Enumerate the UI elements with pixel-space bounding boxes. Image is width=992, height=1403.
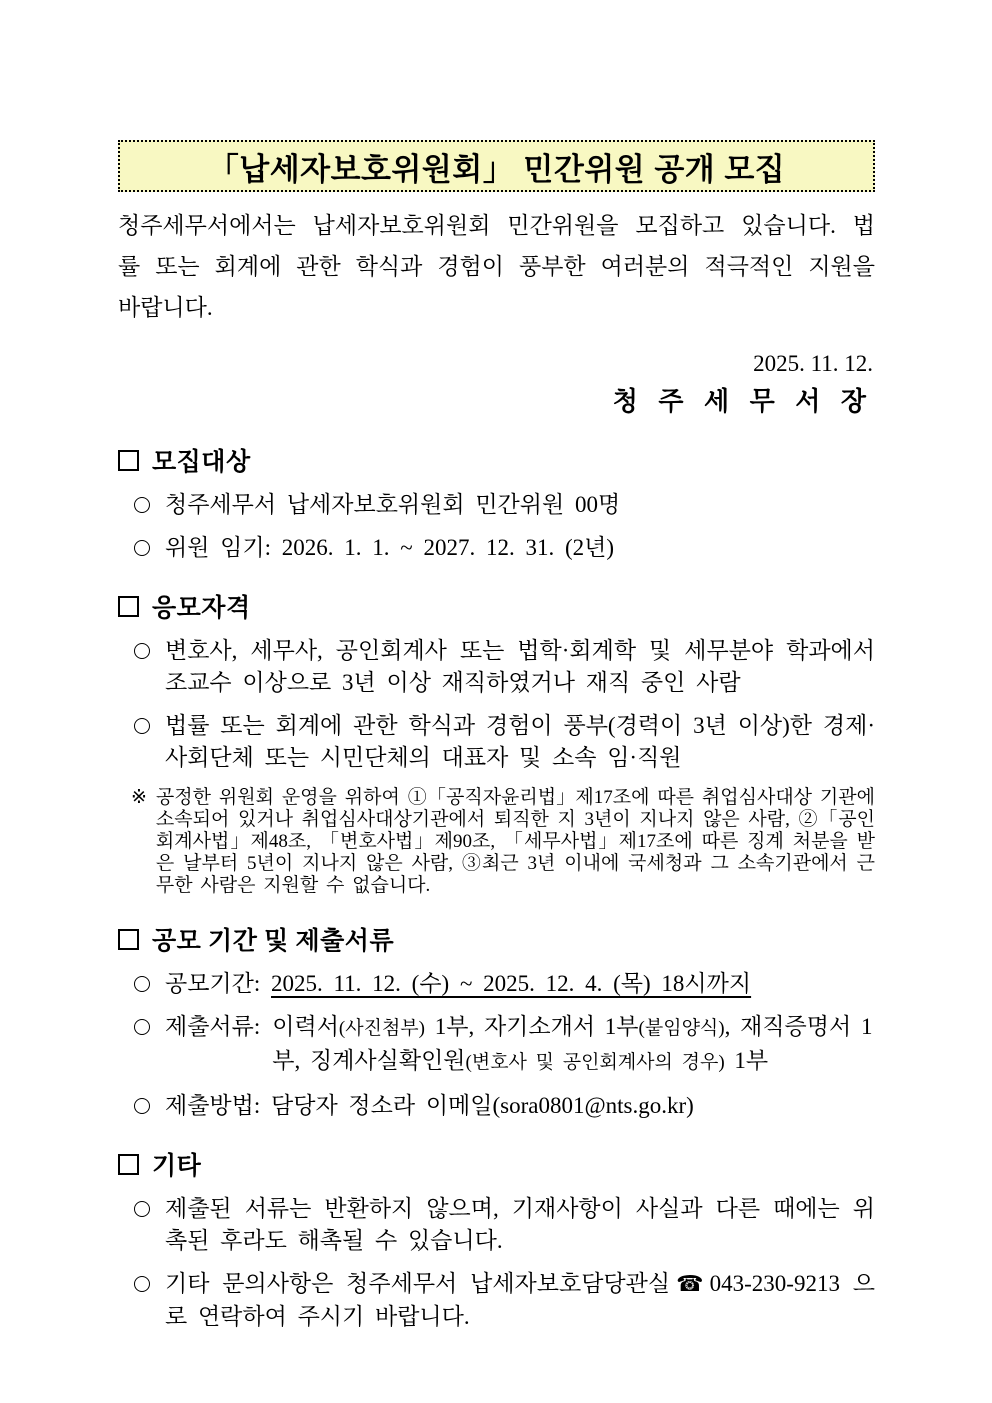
bullet-item-docs — [118, 1011, 875, 1079]
docs-text: , 재직증명서 1부, 징계사실확인원 — [272, 1014, 873, 1073]
section-heading-target — [118, 442, 875, 478]
phone-icon: ☎ — [674, 1272, 706, 1297]
bullet-circle-icon — [134, 1098, 150, 1114]
bullet-circle-icon — [134, 718, 150, 734]
signer-line: 청 주 세 무 서 장 — [612, 387, 873, 416]
method-label: 제출방법: — [165, 1093, 261, 1118]
reference-mark-icon: ※ — [131, 787, 147, 808]
section-target — [118, 442, 875, 564]
section-eligibility — [118, 588, 875, 897]
bullet-circle-icon — [134, 976, 150, 992]
checkbox-icon — [118, 929, 139, 950]
section-heading-label: 공모 기간 및 제출서류 — [152, 928, 395, 955]
section-apply — [118, 921, 875, 1122]
section-etc — [118, 1146, 875, 1333]
email-address: (sora0801@nts.go.kr) — [492, 1093, 694, 1118]
section-heading-label: 모집대상 — [152, 449, 251, 476]
docs-paren-form: (붙임양식) — [638, 1018, 725, 1039]
docs-line — [165, 1011, 875, 1079]
contact-line — [165, 1268, 875, 1333]
section-heading-etc — [118, 1146, 875, 1182]
checkbox-icon — [118, 1154, 139, 1175]
intro-paragraph: 청주세무서에서는 납세자보호위원회 민간위원을 모집하고 있습니다. 법률 또는 회계에 관한 학식과 경험이 풍부한 여러분의 적극적인 지원을 바랍니다. — [118, 213, 875, 320]
section-heading-label: 기타 — [152, 1153, 202, 1180]
contact-text: 으로 연락하여 주시기 바랍니다. — [165, 1271, 875, 1329]
method-value: 담당자 정소라 이메일 — [271, 1093, 493, 1118]
bullet-text: 법률 또는 회계에 관한 학식과 경험이 풍부(경력이 3년 이상)한 경제·사회단체 또는 시민단체의 대표자 및 소속 임·직원 — [165, 713, 875, 770]
bullet-item-target-1 — [118, 489, 875, 521]
bullet-circle-icon — [134, 1201, 150, 1217]
bullet-item-period — [118, 968, 875, 1000]
period-label: 공모기간: — [165, 971, 261, 996]
note-text: 공정한 위원회 운영을 위하여 ①「공직자윤리법」제17조에 따른 취업심사대상 기관에 소속되어 있거나 취업심사대상기관에서 퇴직한 지 3년이 지나지 않은 사람, ②「공인회계사법」제48조, 「변호사법」제90조, 「세무사법」제17조에 따른 징계 처분을 받은 날부터 5년이 지나지 않은 사람, ③최근 3년 이내에 국세청과 그 소속기관에서 근무한 사람은 지원할 수 없습니다. — [155, 787, 875, 896]
method-line — [165, 1090, 875, 1122]
checkbox-icon — [118, 596, 139, 617]
notice-title: 「납세자보호위원회」 민간위원 공개 모집 — [207, 151, 786, 187]
bullet-circle-icon — [134, 643, 150, 659]
bullet-item-etc-2 — [118, 1268, 875, 1333]
docs-text: 이력서 — [272, 1014, 339, 1039]
bullet-circle-icon — [134, 540, 150, 556]
date-line: 2025. 11. 12. — [753, 351, 873, 376]
section-heading-eligibility — [118, 588, 875, 624]
bullet-text: 위원 임기: 2026. 1. 1. ~ 2027. 12. 31. (2년) — [165, 535, 614, 560]
notice-title-box — [118, 140, 875, 192]
docs-paren-photo: (사진첨부) — [338, 1018, 425, 1039]
bullet-item-method — [118, 1090, 875, 1122]
bullet-item-eligibility-2 — [118, 710, 875, 774]
docs-label: 제출서류: — [165, 1014, 261, 1039]
bullet-text: 변호사, 세무사, 공인회계사 또는 법학·회계학 및 세무분야 학과에서 조교수 이상으로 3년 이상 재직하였거나 재직 중인 사람 — [165, 638, 875, 695]
bullet-circle-icon — [134, 497, 150, 513]
phone-number: 043-230-9213 — [709, 1271, 840, 1296]
bullet-text: 청주세무서 납세자보호위원회 민간위원 00명 — [165, 492, 621, 517]
section-heading-label: 응모자격 — [152, 595, 251, 622]
period-value: 2025. 11. 12. (수) ~ 2025. 12. 4. (목) 18시까지 — [271, 971, 752, 996]
section-heading-apply — [118, 921, 875, 957]
eligibility-note — [118, 787, 875, 897]
bullet-circle-icon — [134, 1276, 150, 1292]
contact-text: 기타 문의사항은 청주세무서 납세자보호담당관실 — [165, 1271, 671, 1296]
bullet-item-target-2 — [118, 532, 875, 564]
docs-paren-case: (변호사 및 공인회계사의 경우) — [465, 1052, 725, 1073]
bullet-circle-icon — [134, 1019, 150, 1035]
checkbox-icon — [118, 450, 139, 471]
docs-text: 1부 — [724, 1048, 769, 1073]
period-line — [165, 968, 875, 1000]
docs-text: 1부, 자기소개서 1부 — [425, 1014, 639, 1039]
docs-value — [272, 1011, 875, 1079]
bullet-item-eligibility-1 — [118, 635, 875, 699]
bullet-text: 제출된 서류는 반환하지 않으며, 기재사항이 사실과 다른 때에는 위촉된 후라도 해촉될 수 있습니다. — [165, 1196, 875, 1253]
bullet-item-etc-1 — [118, 1193, 875, 1257]
